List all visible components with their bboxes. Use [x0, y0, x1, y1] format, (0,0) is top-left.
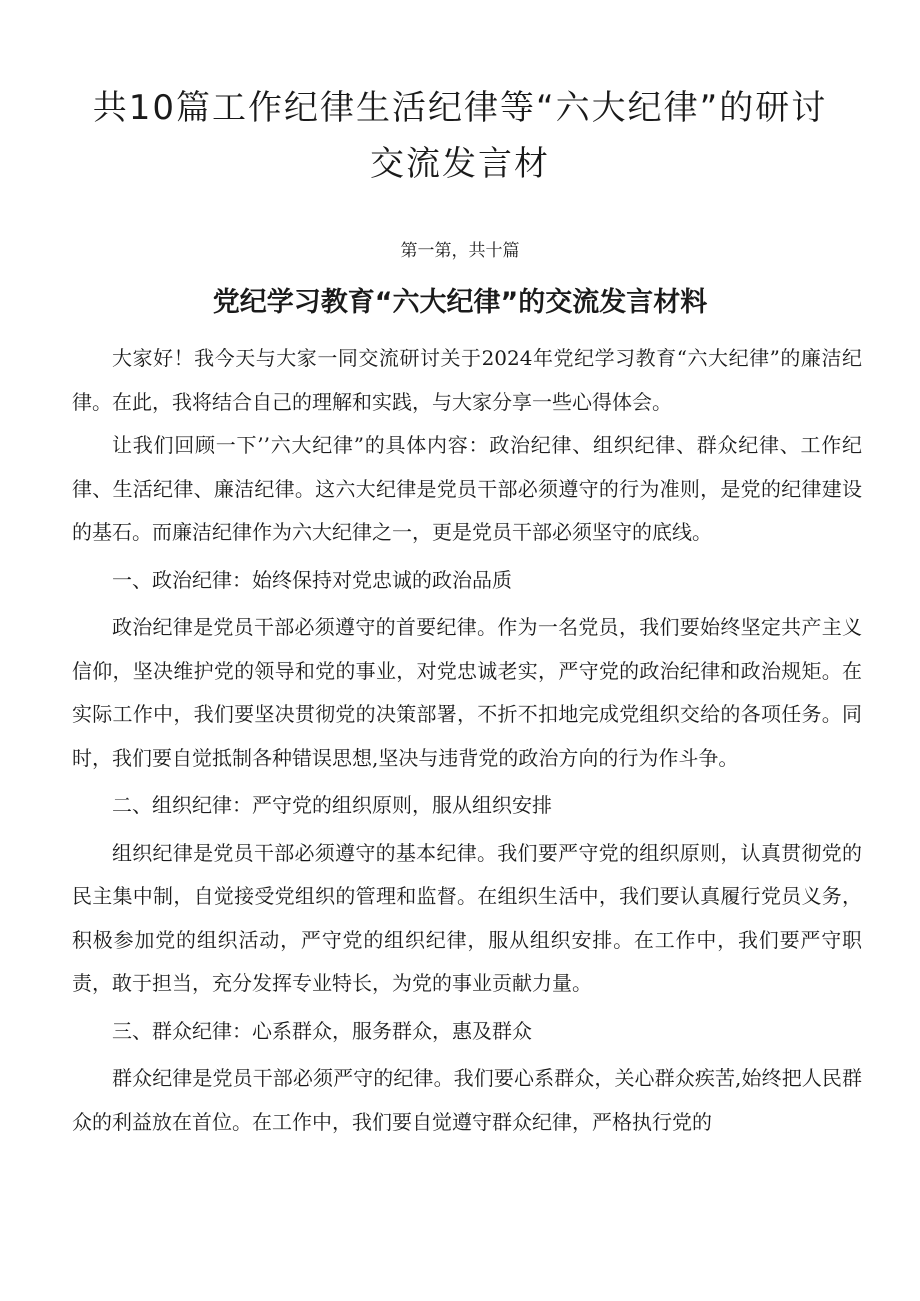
paragraph-mass-discipline: 群众纪律是党员干部必须严守的纪律。我们要心系群众，关心群众疾苦,始终把人民群众的利益放在首位。在工作中，我们要自觉遵守群众纪律，严格执行党的	[72, 1066, 862, 1134]
heading-mass-discipline: 三、群众纪律：心系群众，服务群众，惠及群众	[112, 1018, 532, 1043]
heading-political-discipline: 一、政治纪律：始终保持对党忠诚的政治品质	[112, 567, 512, 592]
paragraph-organizational-discipline: 组织纪律是党员干部必须遵守的基本纪律。我们要严守党的组织原则，认真贯彻党的民主集中制，自觉接受党组织的管理和监督。在组织生活中，我们要认真履行党员义务，积极参加党的组织活动，严守党的组织纪律，服从组织安排。在工作中，我们要严守职责，敢于担当，充分发挥专业特长，为党的事业贡献力量。	[72, 840, 862, 995]
section-label: 第一第，共十篇	[400, 241, 520, 261]
article-body	[72, 337, 862, 1144]
paragraph-greeting: 大家好！我今天与大家一同交流研讨关于2024年党纪学习教育“六大纪律”的廉洁纪律。在此，我将结合自己的理解和实践，与大家分享一些心得体会。	[72, 346, 862, 414]
document-title: 共10篇工作纪律生活纪律等“六大纪律”的研讨交流发言材	[92, 88, 828, 184]
article-title: 党纪学习教育“六大纪律”的交流发言材料	[212, 287, 708, 318]
heading-organizational-discipline: 二、组织纪律：严守党的组织原则，服从组织安排	[112, 793, 552, 817]
paragraph-political-discipline: 政治纪律是党员干部必须遵守的首要纪律。作为一名党员，我们要始终坚定共产主义信仰，坚决维护党的领导和党的事业，对党忠诚老实，严守党的政治纪律和政治规矩。在实际工作中，我们要坚决贯彻党的决策部署，不折不扣地完成党组织交给的各项任务。同时，我们要自觉抵制各种错误思想,坚决与违背党的政治方向的行为作斗争。	[72, 615, 862, 770]
paragraph-review: 让我们回顾一下’’六大纪律”的具体内容：政治纪律、组织纪律、群众纪律、工作纪律、生活纪律、廉洁纪律。这六大纪律是党员干部必须遵守的行为准则，是党的纪律建设的基石。而廉洁纪律作为六大纪律之一，更是党员干部必须坚守的底线。	[72, 433, 862, 544]
